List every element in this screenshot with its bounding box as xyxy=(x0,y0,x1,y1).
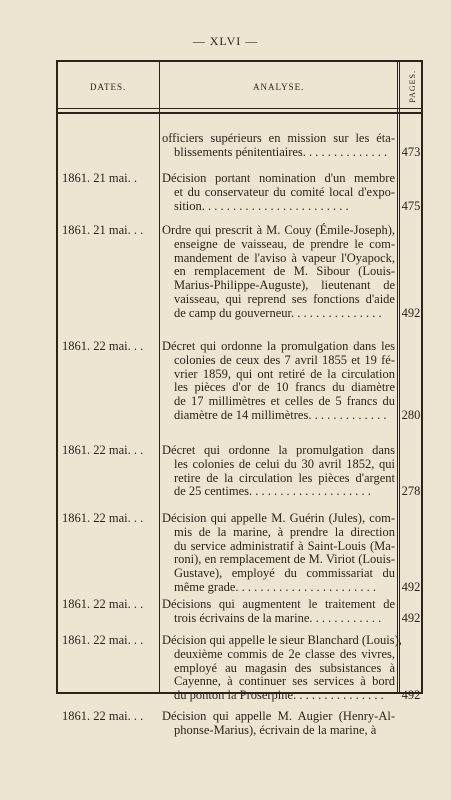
row-date: 1861. 22 mai. . . xyxy=(62,709,144,723)
header-rule xyxy=(58,108,421,109)
table-header xyxy=(58,62,421,114)
row-date: 1861. 21 mai. . . xyxy=(62,223,144,237)
analysis-line: colonies de ceux des 7 avril 1855 et 19 fé- xyxy=(174,352,395,367)
analysis-line: Décisions qui augmentent le traitement de xyxy=(162,597,395,611)
row-analysis xyxy=(162,598,395,626)
page-header: — XLVI — xyxy=(192,34,259,48)
row-page-number: 473 xyxy=(401,144,421,159)
analysis-line: officiers supérieurs en mission sur les éta- xyxy=(162,131,395,145)
row-date: 1861. 22 mai. . . xyxy=(62,597,144,611)
analysis-line: Ordre qui prescrit à M. Couy (Émile-Joseph), xyxy=(162,223,395,237)
analysis-line: trois écrivains de la marine. . . . . . . . . . . . xyxy=(174,610,382,625)
analysis-line: du ponton la Proserpine. . . . . . . . . . . . . . . xyxy=(174,688,384,703)
analysis-line: mis de la marine, à prendre la direction xyxy=(174,524,395,539)
analysis-line: sition. . . . . . . . . . . . . . . . . . . . . . . . xyxy=(174,198,349,213)
analysis-line: Cayenne, à continuer ses services à bord xyxy=(174,674,395,689)
analysis-line: Décision qui appelle M. Guérin (Jules), com- xyxy=(162,511,395,525)
row-page-number: 492 xyxy=(401,580,421,594)
analysis-line: employé au magasin des subsistances à xyxy=(174,660,395,675)
analysis-line: même grade. . . . . . . . . . . . . . . . . . . . . . . xyxy=(174,579,377,594)
analysis-line: Marius-Philippe-Auguste), lieutenant de xyxy=(174,278,395,293)
row-date: 1861. 22 mai. . . xyxy=(62,443,144,457)
column-header-dates: DATES. xyxy=(90,82,127,92)
analysis-line: les colonies de celui du 30 avril 1852, qui xyxy=(174,456,395,471)
analysis-line: blissements pénitentiaires. . . . . . . . . . . . . . xyxy=(174,144,388,159)
row-date: 1861. 22 mai. . . xyxy=(62,339,144,353)
row-analysis xyxy=(162,633,402,703)
row-analysis xyxy=(162,172,395,213)
analysis-line: en remplacement de M. Sibour (Louis- xyxy=(174,264,395,279)
row-analysis xyxy=(162,132,395,160)
column-header-analyse: ANALYSE. xyxy=(253,82,305,92)
analysis-line: de camp du gouverneur. . . . . . . . . . . . . . . xyxy=(174,305,382,320)
analysis-line: de 25 centimes. . . . . . . . . . . . . . . . . . . . xyxy=(174,484,371,499)
analysis-line: enseigne de vaisseau, de prendre le com- xyxy=(174,236,395,251)
analysis-line: les pièces d'or de 10 francs du diamètre xyxy=(174,380,395,395)
analysis-line: de 17 millimètres et celles de 5 francs du xyxy=(174,394,395,409)
row-analysis xyxy=(162,710,395,738)
analysis-line: Gustave), employé du commissariat du xyxy=(174,566,395,581)
row-page-number: 475 xyxy=(401,198,421,213)
row-analysis xyxy=(162,444,395,499)
row-analysis xyxy=(162,224,395,321)
analysis-line: Décision portant nomination d'un membre xyxy=(162,171,395,185)
analysis-line: retire de la circulation les pièces d'argent xyxy=(174,470,395,485)
analysis-line: roni), en remplacement de M. Viriot (Louis- xyxy=(174,552,395,567)
analysis-line: vaisseau, qui reprend ses fonctions d'aide xyxy=(174,291,395,306)
row-page-number: 492 xyxy=(401,610,421,625)
analysis-line: Décision qui appelle le sieur Blanchard (Louis), xyxy=(162,633,402,647)
row-date: 1861. 22 mai. . . xyxy=(62,511,144,525)
row-analysis xyxy=(162,340,395,423)
analysis-line: diamètre de 14 millimètres. . . . . . . . . . . . . xyxy=(174,407,387,422)
row-page-number: 492 xyxy=(401,688,421,703)
row-date: 1861. 22 mai. . . xyxy=(62,633,144,647)
analysis-line: deuxième commis de 2e classe des vivres, xyxy=(174,646,395,661)
column-header-pages: PAGES. xyxy=(408,70,417,103)
analysis-line: phonse-Marius), écrivain de la marine, à xyxy=(174,722,377,737)
analysis-line: et du conservateur du comité local d'expo- xyxy=(174,184,395,199)
row-page-number: 492 xyxy=(401,305,421,320)
row-date: 1861. 21 mai. . xyxy=(62,171,137,185)
index-table xyxy=(56,60,423,737)
analysis-line: Décret qui ordonne la promulgation dans les xyxy=(162,339,395,353)
analysis-line: Décret qui ordonne la promulgation dans xyxy=(162,443,395,457)
column-divider-1 xyxy=(159,62,160,692)
row-page-number: 280 xyxy=(401,408,421,422)
analysis-line: vrier 1859, qui ont retiré de la circulation xyxy=(174,366,395,381)
row-analysis xyxy=(162,512,395,595)
analysis-line: Décision qui appelle M. Augier (Henry-Al- xyxy=(162,709,395,723)
row-page-number: 278 xyxy=(401,484,421,499)
analysis-line: du service administratif à Saint-Louis (Ma- xyxy=(174,538,395,553)
analysis-line: mandement de l'aviso à vapeur l'Oyapock, xyxy=(174,250,395,265)
